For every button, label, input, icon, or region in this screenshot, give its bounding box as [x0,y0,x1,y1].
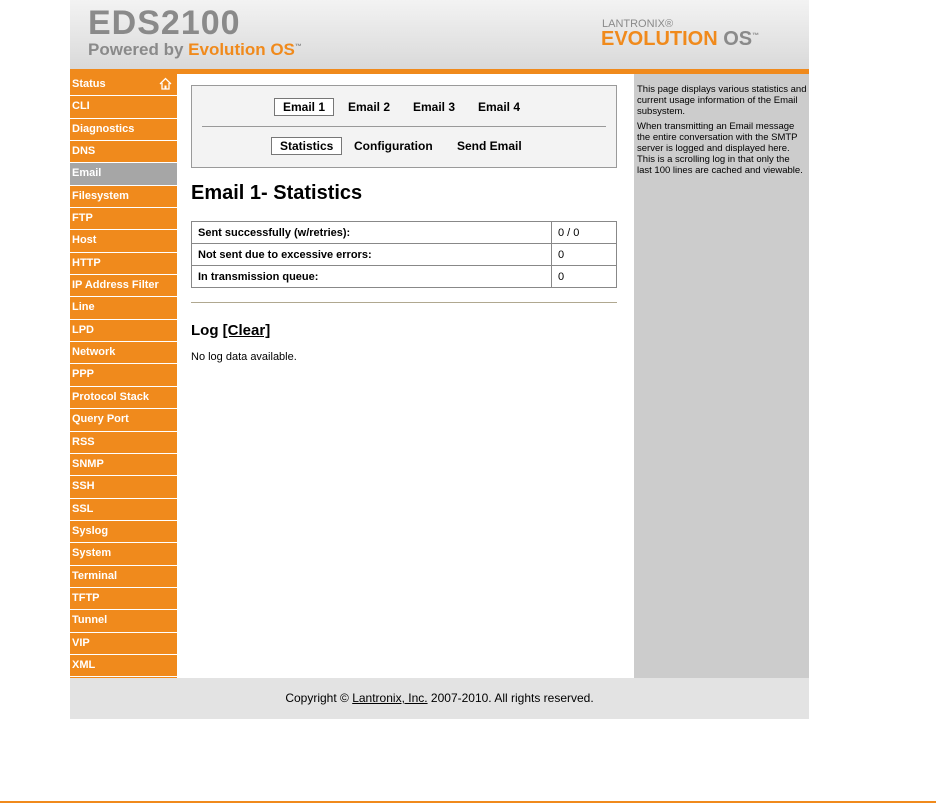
sidebar-item-dns[interactable] [70,141,177,163]
page-header [70,0,809,69]
sidebar-item-label: HTTP [72,256,101,269]
powered-by-text: Powered by [88,40,184,59]
stat-value: 0 / 0 [552,222,617,244]
sidebar-item-status[interactable] [70,74,177,96]
sidebar-item-label: Syslog [72,524,109,537]
sidebar-item-terminal[interactable] [70,566,177,588]
sidebar-item-label: Tunnel [72,614,108,627]
sidebar-item-diagnostics[interactable] [70,119,177,141]
sidebar-item-snmp[interactable] [70,454,177,476]
log-heading [191,322,270,339]
logo-trademark-mark: ™ [752,32,760,40]
sidebar-item-label: DNS [72,145,96,158]
sidebar-item-ssl[interactable] [70,499,177,521]
sidebar-item-http[interactable] [70,253,177,275]
page-footer [70,678,809,719]
sidebar-item-ssh[interactable] [70,476,177,498]
sidebar-item-syslog[interactable] [70,521,177,543]
sidebar-item-label: IP Address Filter [72,279,159,292]
sidebar-item-label: LPD [72,323,94,336]
table-row [192,266,617,288]
sidebar-item-label: SSL [72,502,94,515]
log-title: Log [191,322,219,339]
sidebar-item-label: Filesystem [72,189,129,202]
sidebar-item-cli[interactable] [70,96,177,118]
sidebar-item-label: Network [72,346,116,359]
sidebar-item-email[interactable] [70,163,177,185]
main-content [177,74,634,678]
product-name: EDS2100 [88,4,241,42]
sidebar-item-label: FTP [72,212,93,225]
evolution-os-logo [601,28,759,51]
clear-log-link[interactable]: [Clear] [222,322,271,339]
tab-email-3[interactable]: Email 3 [413,100,456,114]
sidebar-item-label: SSH [72,480,95,493]
sidebar-item-ppp[interactable] [70,364,177,386]
stat-label: Not sent due to excessive errors: [192,244,552,266]
lantronix-logo-text: LANTRONIX® [602,18,674,30]
sidebar-item-label: RSS [72,435,95,448]
sidebar-item-tftp[interactable] [70,588,177,610]
tab-send-email[interactable]: Send Email [457,139,522,153]
sidebar-item-tunnel[interactable] [70,610,177,632]
stat-value: 0 [552,244,617,266]
tab-panel [191,85,617,168]
log-content: No log data available. [191,351,297,363]
sidebar-item-filesystem[interactable] [70,186,177,208]
stat-value: 0 [552,266,617,288]
sidebar-item-network[interactable] [70,342,177,364]
copyright-prefix: Copyright © [285,691,349,705]
sidebar-item-xml[interactable] [70,655,177,677]
tab-email-4[interactable]: Email 4 [478,100,521,114]
tab-email-1[interactable]: Email 1 [274,98,334,116]
section-divider [191,302,617,303]
sidebar-nav [70,74,177,678]
page-bottom-rule [0,801,936,803]
sidebar-item-vip[interactable] [70,633,177,655]
evolution-logo-text: EVOLUTION [601,28,718,50]
help-panel [634,74,809,678]
trademark-mark: ™ [294,43,302,51]
powered-by-label [88,40,302,60]
sidebar-item-lpd[interactable] [70,320,177,342]
sidebar-item-line[interactable] [70,297,177,319]
sidebar-item-label: XML [72,658,96,671]
sidebar-item-label: TFTP [72,591,100,604]
sidebar-item-label: Status [72,78,106,90]
sidebar-item-label: Email [72,167,102,180]
stat-label: Sent successfully (w/retries): [192,222,552,244]
home-icon[interactable] [159,77,172,90]
sidebar-item-label: SNMP [72,457,104,470]
sidebar-item-label: Query Port [72,413,129,426]
lantronix-link[interactable]: Lantronix, Inc. [352,691,428,705]
sidebar-item-label: Host [72,234,97,247]
table-row [192,244,617,266]
page-title: Email 1- Statistics [191,182,363,204]
sidebar-item-label: PPP [72,368,95,381]
sidebar-item-label: Line [72,301,95,314]
sidebar-item-label: Protocol Stack [72,390,150,403]
table-row [192,222,617,244]
sidebar-item-label: Terminal [72,569,118,582]
sidebar-item-protocol-stack[interactable] [70,387,177,409]
powered-by-brand: Evolution OS [188,40,295,59]
sidebar-item-system[interactable] [70,543,177,565]
sidebar-item-label: System [72,547,112,560]
tab-email-2[interactable]: Email 2 [348,100,391,114]
sidebar-item-ip-address-filter[interactable] [70,275,177,297]
os-logo-text: OS [723,28,753,50]
tab-statistics[interactable]: Statistics [271,137,342,155]
sidebar-item-label: Diagnostics [72,122,135,135]
help-text: This page displays various statistics and current usage information of the Email subsystem. [637,84,807,117]
sidebar-item-rss[interactable] [70,432,177,454]
sidebar-item-query-port[interactable] [70,409,177,431]
sidebar-item-label: VIP [72,636,90,649]
tab-configuration[interactable]: Configuration [354,139,433,153]
tab-divider [202,126,606,127]
sidebar-item-host[interactable] [70,230,177,252]
sidebar-item-label: CLI [72,100,90,113]
copyright-suffix: 2007-2010. All rights reserved. [430,691,594,705]
stat-label: In transmission queue: [192,266,552,288]
help-text: When transmitting an Email message the entire conversation with the SMTP server is logged and displayed here. This is a scrolling log in that only the last 100 lines are cached and viewable. [637,121,803,176]
statistics-table [191,221,617,288]
sidebar-item-ftp[interactable] [70,208,177,230]
